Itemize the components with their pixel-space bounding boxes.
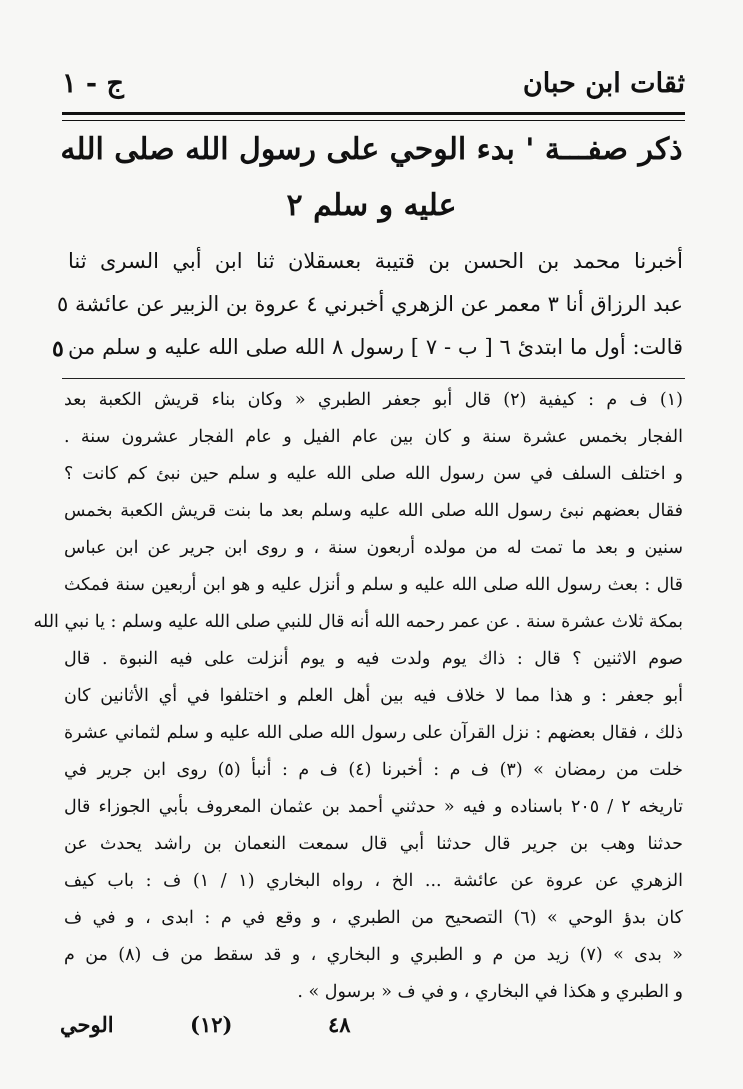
footnote-line: أبو جعفر : و هذا مما لا خلاف فيه بين أهل العلم و اختلفوا في أي الأثانين كان — [64, 686, 683, 706]
footnote-line: فقال بعضهم نبئ رسول الله صلى الله عليه وسلم بعد ما بنت قريش الكعبة بخمس — [64, 501, 683, 521]
footnote-line: و الطبري و هكذا في البخاري ، و في ف « برسول » . — [297, 982, 683, 1002]
header-rule-thin — [62, 120, 685, 121]
footnote-line: صوم الاثنين ؟ قال : ذاك يوم ولدت فيه و يوم أنزلت على فيه النبوة . قال — [64, 649, 683, 669]
footnote-line: (١) ف م : كيفية (٢) قال أبو جعفر الطبري « وكان بناء قريش الكعبة بعد — [64, 390, 683, 410]
main-text-line: قالت: أول ما ابتدئ ٦ [ ب - ٧ ] رسول ٨ الله صلى الله عليه و سلم من — [68, 335, 684, 359]
volume-label: ج - ١ — [62, 68, 124, 99]
footnote-line: الزهري عن عروة عن عائشة ... الخ ، رواه البخاري (١ / ١) ف : باب كيف — [64, 871, 683, 891]
footnote-line: بمكة ثلاث عشرة سنة . عن عمر رحمه الله أنه قال للنبي صلى الله عليه وسلم : يا نبي الله — [33, 612, 683, 632]
header-rule-thick — [62, 112, 685, 115]
main-text-line: عبد الرزاق أنا ٣ معمر عن الزهري أخبرني ٤ عروة بن الزبير عن عائشة ٥ — [57, 292, 683, 316]
footnote-line: قال : بعث رسول الله صلى الله عليه و سلم و أنزل عليه و هو ابن أربعين سنة فمكث — [64, 575, 683, 595]
footnotes — [33, 382, 684, 1011]
line-number: ٥ — [52, 336, 64, 362]
chapter-title-line-1: ذكر صفـــة ' بدء الوحي على رسول الله صلى الله — [60, 132, 683, 167]
main-text-line: أخبرنا محمد بن الحسن بن قتيبة بعسقلان ثنا ابن أبي السرى ثنا — [68, 249, 683, 273]
running-header — [62, 68, 685, 108]
footnote-line: ذلك ، فقال بعضهم : نزل القرآن على رسول الله صلى الله عليه و سلم لثماني عشرة — [64, 723, 683, 743]
footnote-line: « بدى » (٧) زيد من م و الطبري و البخاري ، و قد سقط من ف (٨) من م — [64, 945, 684, 965]
signature-number: (١٢) — [190, 1012, 233, 1037]
page-number: ٤٨ — [328, 1012, 351, 1037]
footnote-separator — [62, 378, 685, 379]
signature-word: الوحي — [60, 1012, 114, 1037]
main-text — [57, 240, 684, 369]
page-footer — [60, 1012, 683, 1046]
footnote-line: الفجار بخمس عشرة سنة و كان بين عام الفيل و عام الفجار عشرون سنة . — [64, 427, 683, 447]
footnote-line: تاريخه ٢ / ٢٠٥ باسناده و فيه « حدثني أحمد بن عثمان المعروف بأبي الجوزاء قال — [64, 797, 683, 817]
chapter-title-line-2: عليه و سلم ٢ — [286, 188, 457, 223]
footnote-line: خلت من رمضان » (٣) ف م : أخبرنا (٤) ف م : أنبأ (٥) روى ابن جرير في — [64, 760, 683, 780]
footnote-line: و اختلف السلف في سن رسول الله صلى الله عليه و سلم حين نبئ كم كانت ؟ — [64, 464, 683, 484]
footnote-line: كان بدؤ الوحي » (٦) التصحيح من الطبري ، و وقع في م : ابدى ، و في ف — [64, 908, 683, 928]
footnote-line: سنين و بعد ما تمت له من مولده أربعون سنة ، و روى ابن جرير عن ابن عباس — [64, 538, 683, 558]
book-title: ثقات ابن حبان — [522, 68, 685, 99]
footnote-line: حدثنا وهب بن جرير قال حدثنا أبي قال سمعت النعمان بن راشد يحدث عن — [64, 834, 683, 854]
